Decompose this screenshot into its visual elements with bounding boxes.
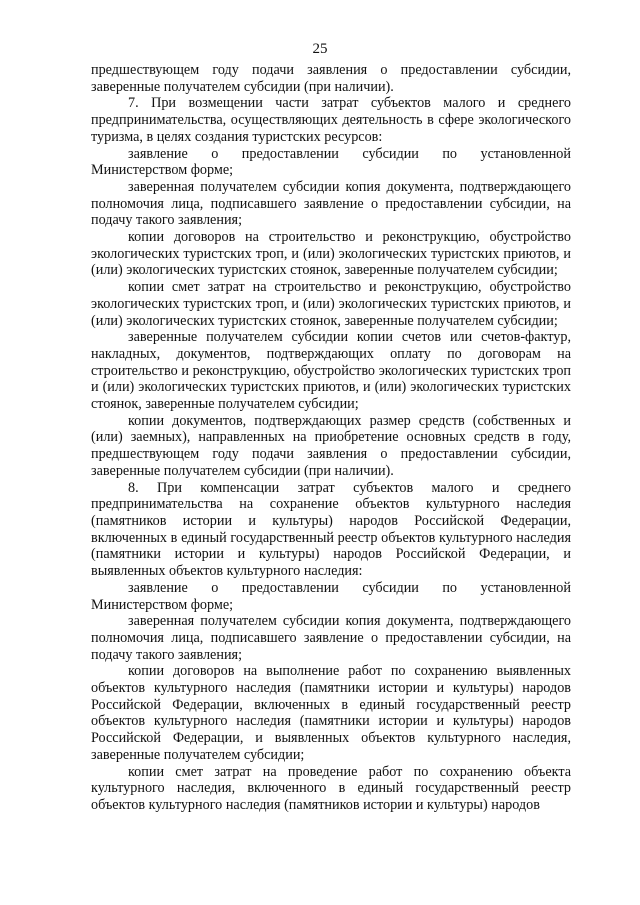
paragraph: заявление о предоставлении субсидии по установленной Министерством форме; <box>91 145 571 179</box>
page-number: 25 <box>312 41 328 57</box>
paragraph: заверенная получателем субсидии копия документа, подтверждающего полномочия лица, подписавшего заявление о предоставлении субсидии, на подачу такого заявления; <box>91 178 571 229</box>
document-body <box>91 62 571 814</box>
paragraph: предшествующем году подачи заявления о предоставлении субсидии, заверенные получателем субсидии (при наличии). <box>91 62 571 95</box>
paragraph: копии смет затрат на проведение работ по сохранению объекта культурного наследия, включенного в единый государственный реестр объектов культурного наследия (памятников истории и культуры) народов <box>91 763 571 813</box>
paragraph: копии смет затрат на строительство и реконструкцию, обустройство экологических туристских троп, и (или) экологических туристских приютов, и (или) экологических туристских стоянок, заверенные получателем субсидии; <box>91 279 571 329</box>
paragraph: 7. При возмещении части затрат субъектов малого и среднего предпринимательства, осуществляющих деятельность в сфере экологического туризма, в целях создания туристских ресурсов: <box>91 95 571 145</box>
paragraph: копии договоров на выполнение работ по сохранению выявленных объектов культурного наследия (памятники истории и культуры) народов Российской Федерации, включенных в единый государственный реестр объектов культурного наследия (памятники истории и культуры) народов Российской Федерации, и выявленных объектов культурного наследия, заверенные получателем субсидии; <box>91 663 571 763</box>
paragraph: копии документов, подтверждающих размер средств (собственных и (или) заемных), направленных на приобретение основных средств в году, предшествующем году подачи заявления о предоставлении субсидии, заверенные получателем субсидии (при наличии). <box>91 412 571 479</box>
paragraph: заявление о предоставлении субсидии по установленной Министерством форме; <box>91 579 571 613</box>
paragraph: копии договоров на строительство и реконструкцию, обустройство экологических туристских троп, и (или) экологических туристских приютов, и (или) экологических туристских стоянок, заверенные получателем субсидии; <box>91 229 571 279</box>
paragraph: 8. При компенсации затрат субъектов малого и среднего предпринимательства на сохранение объектов культурного наследия (памятников истории и культуры) народов Российской Федерации, включенных в единый государственный реестр объектов культурного наследия (памятники истории и культуры) народов Российской Федерации, и выявленных объектов культурного наследия: <box>91 479 571 580</box>
paragraph: заверенные получателем субсидии копии счетов или счетов-фактур, накладных, документов, подтверждающих оплату по договорам на строительство и реконструкцию, обустройство экологических туристских троп и (или) экологических туристских приютов, и (или) экологических туристских стоянок, заверенные получателем субсидии; <box>91 329 571 413</box>
paragraph: заверенная получателем субсидии копия документа, подтверждающего полномочия лица, подписавшего заявление о предоставлении субсидии, на подачу такого заявления; <box>91 613 571 663</box>
